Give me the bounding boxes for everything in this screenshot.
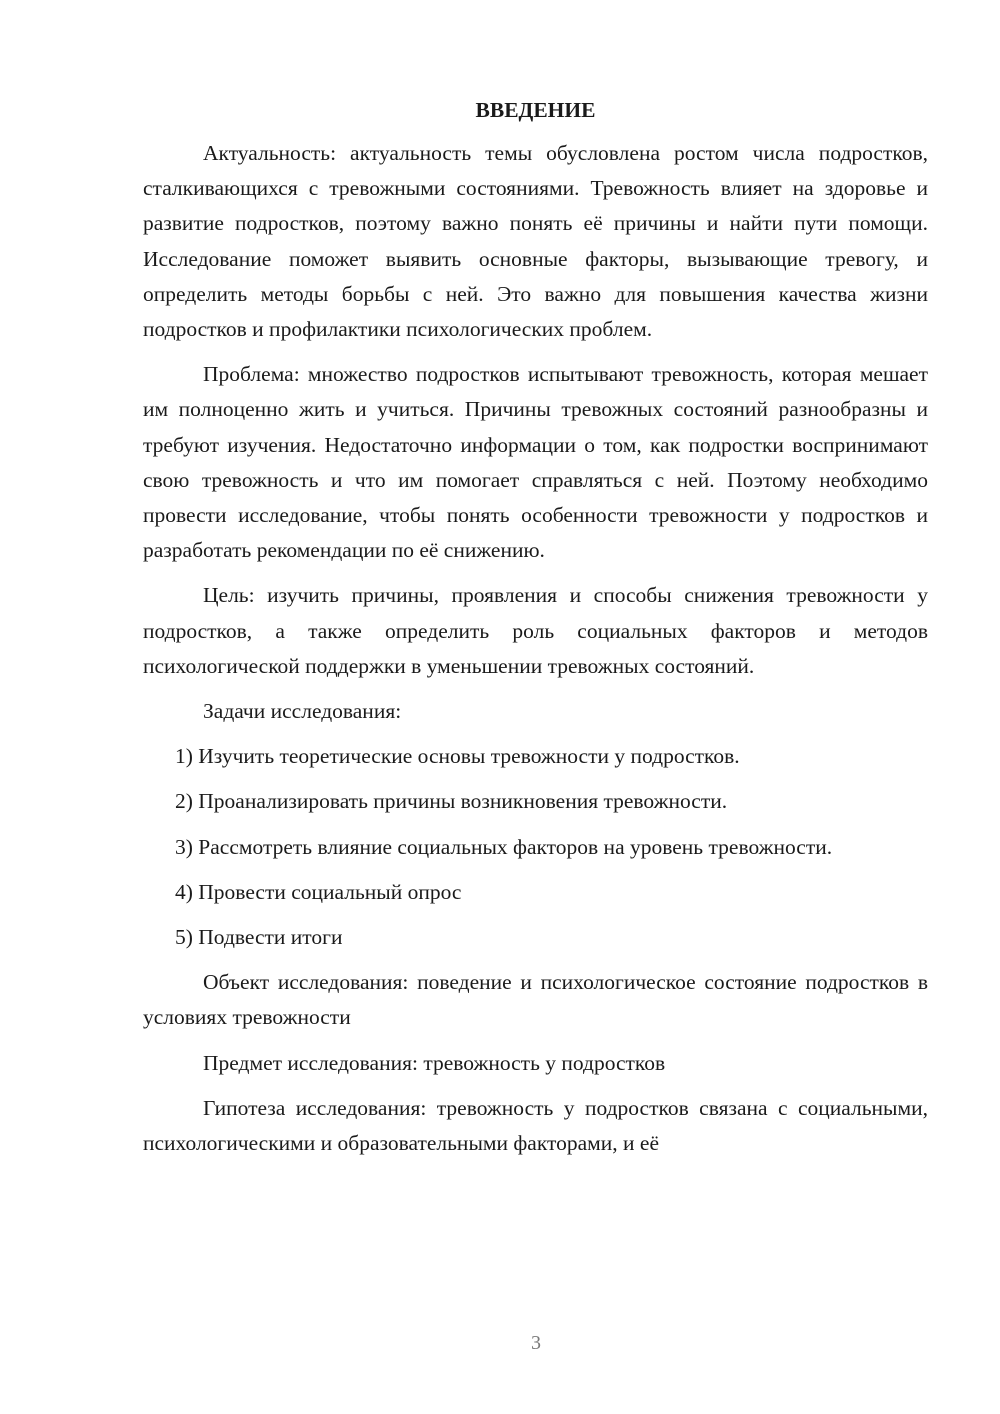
task-item-4: 4) Провести социальный опрос (175, 879, 462, 904)
task-item-1: 1) Изучить теоретические основы тревожности у подростков. (175, 744, 740, 769)
task-item-5: 5) Подвести итоги (175, 925, 343, 950)
tasks-heading: Задачи исследования: (203, 699, 402, 724)
relevance-paragraph: Актуальность: актуальность темы обусловлена ростом числа подростков, сталкивающихся с тревожными состояниями. Тревожность влияет на здоровье и развитие подростков, поэтому важно понять её причины и найти пути помощи. Исследование поможет выявить основные факторы, вызывающие тревогу, и определить методы борьбы с ней. Это важно для повышения качества жизни подростков и профилактики психологических проблем. (143, 141, 928, 342)
hypothesis-paragraph: Гипотеза исследования: тревожность у подростков связана с социальными, психологическими и образовательными факторами, и её (143, 1095, 928, 1156)
subject-paragraph: Предмет исследования: тревожность у подростков (203, 1050, 666, 1075)
section-title: ВВЕДЕНИЕ (475, 98, 596, 122)
goal-paragraph: Цель: изучить причины, проявления и способы снижения тревожности у подростков, а также определить роль социальных факторов и методов психологической поддержки в уменьшении тревожных состояний. (143, 583, 928, 678)
object-paragraph: Объект исследования: поведение и психологическое состояние подростков в условиях тревожности (143, 970, 928, 1030)
page-number: 3 (531, 1332, 541, 1354)
problem-paragraph: Проблема: множество подростков испытывают тревожность, которая мешает им полноценно жить и учиться. Причины тревожных состояний разнообразны и требуют изучения. Недостаточно информации о том, как подростки воспринимают свою тревожность и что им помогает справляться с ней. Поэтому необходимо провести исследование, чтобы понять особенности тревожности у подростков и разработать рекомендации по её снижению. (143, 362, 928, 563)
page-body (143, 93, 928, 1171)
task-item-3: 3) Рассмотреть влияние социальных факторов на уровень тревожности. (175, 834, 833, 859)
task-item-2: 2) Проанализировать причины возникновения тревожности. (175, 789, 728, 814)
